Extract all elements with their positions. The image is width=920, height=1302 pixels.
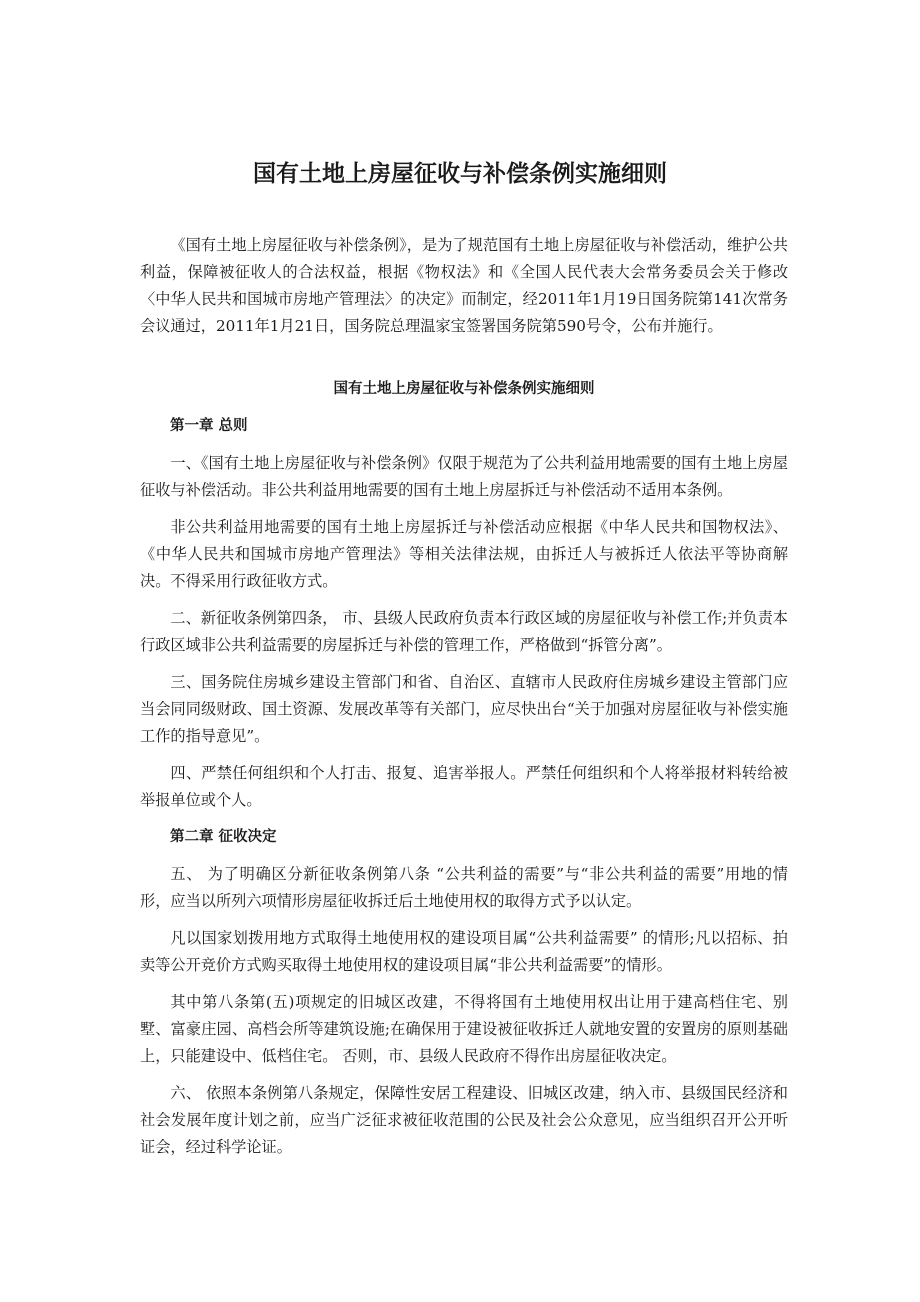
chapter-heading-2: 第二章 征收决定 (170, 829, 277, 845)
section-title: 国有土地上房屋征收与补偿条例实施细则 (333, 381, 595, 397)
document-body (140, 232, 788, 1171)
article-paragraph: 二、新征收条例第四条， 市、县级人民政府负责本行政区域的房屋征收与补偿工作;并负责本行政区域非公共利益需要的房屋拆迁与补偿的管理工作，严格做到“拆管分离”。 (140, 609, 788, 654)
article-paragraph: 凡以国家划拨用地方式取得土地使用权的建设项目属“公共利益需要” 的情形;凡以招标、拍卖等公开竞价方式购买取得土地使用权的建设项目属“非公共利益需要”的情形。 (140, 929, 788, 974)
article-paragraph: 四、严禁任何组织和个人打击、报复、追害举报人。严禁任何组织和个人将举报材料转给被举报单位或个人。 (140, 764, 788, 809)
article-paragraph: 三、国务院住房城乡建设主管部门和省、自治区、直辖市人民政府住房城乡建设主管部门应当会同同级财政、国土资源、发展改革等有关部门，应尽快出台“关于加强对房屋征收与补偿实施工作的指导意见”。 (140, 673, 788, 745)
document-title: 国有土地上房屋征收与补偿条例实施细则 (253, 161, 667, 187)
intro-paragraph: 《国有土地上房屋征收与补偿条例》，是为了规范国有土地上房屋征收与补偿活动，维护公共利益，保障被征收人的合法权益，根据《物权法》和《全国人民代表大会常务委员会关于修改〈中华人民共和国城市房地产管理法〉的决定》而制定，经2011年1月19日国务院第141次常务会议通过，2011年1月21日，国务院总理温家宝签署国务院第590号令，公布并施行。 (140, 236, 788, 335)
article-paragraph: 六、 依照本条例第八条规定，保障性安居工程建设、旧城区改建，纳入市、县级国民经济和社会发展年度计划之前，应当广泛征求被征收范围的公民及社会公众意见，应当组织召开公开听证会，经过科学论证。 (140, 1084, 788, 1156)
chapter-heading-1: 第一章 总则 (170, 418, 248, 434)
article-paragraph: 五、 为了明确区分新征收条例第八条 “公共利益的需要”与“非公共利益的需要”用地的情形，应当以所列六项情形房屋征收拆迁后土地使用权的取得方式予以认定。 (140, 865, 788, 910)
article-paragraph: 一、《国有土地上房屋征收与补偿条例》仅限于规范为了公共利益用地需要的国有土地上房屋征收与补偿活动。非公共利益用地需要的国有土地上房屋拆迁与补偿活动不适用本条例。 (140, 454, 788, 499)
article-paragraph: 非公共利益用地需要的国有土地上房屋拆迁与补偿活动应根据《中华人民共和国物权法》、《中华人民共和国城市房地产管理法》等相关法律法规，由拆迁人与被拆迁人依法平等协商解决。不得采用行政征收方式。 (140, 518, 788, 590)
article-paragraph: 其中第八条第(五)项规定的旧城区改建，不得将国有土地使用权出让用于建高档住宅、别墅、富豪庄园、高档会所等建筑设施;在确保用于建设被征收拆迁人就地安置的安置房的原则基础上，只能建设中、低档住宅。 否则，市、县级人民政府不得作出房屋征收决定。 (140, 993, 788, 1065)
